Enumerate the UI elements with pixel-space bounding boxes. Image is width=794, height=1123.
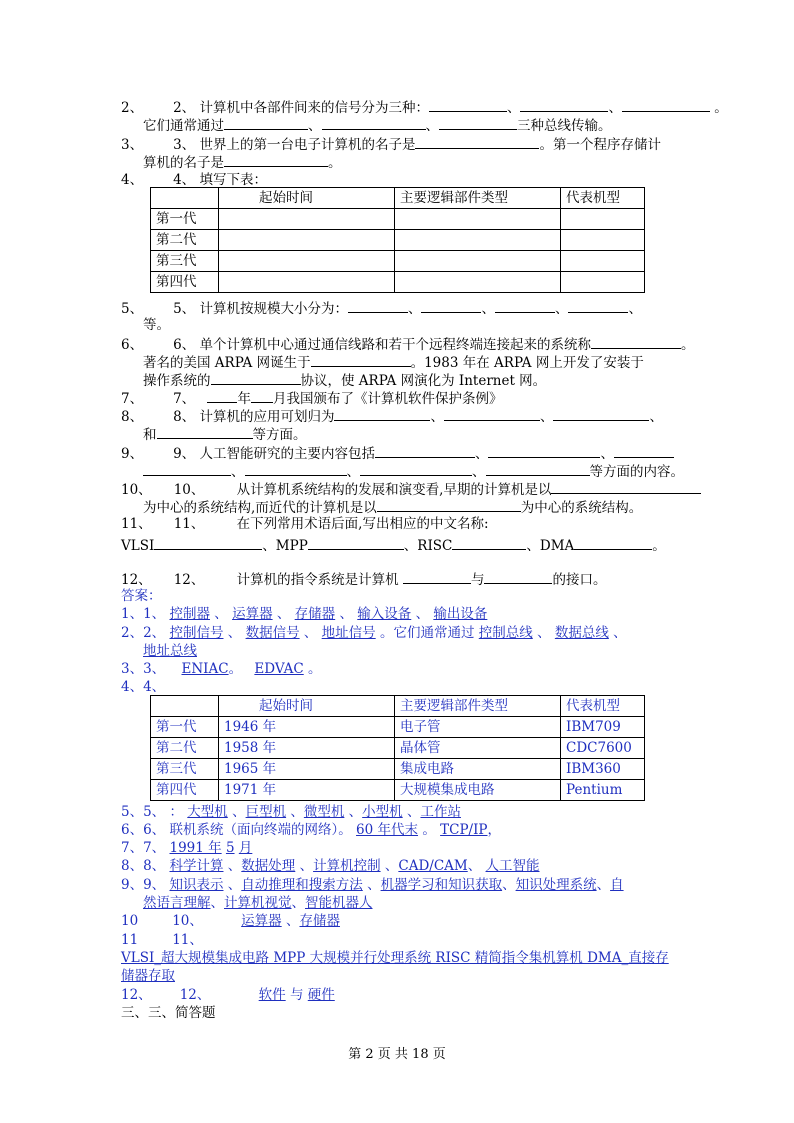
table-row bbox=[151, 738, 645, 759]
blank-field[interactable] bbox=[211, 370, 301, 385]
answer-10 bbox=[121, 912, 340, 930]
blank-field[interactable] bbox=[360, 461, 472, 476]
text: 等方面的内容。 bbox=[589, 464, 684, 480]
sep: ， bbox=[487, 822, 501, 838]
table-cell: 第二代 bbox=[151, 738, 219, 759]
answer-item: 1991 年 bbox=[169, 840, 222, 856]
answer-item: 控制总线 bbox=[478, 625, 533, 641]
answer-item: 存储器 bbox=[299, 913, 340, 929]
q-number: 10、 bbox=[121, 482, 152, 498]
blank-field[interactable] bbox=[311, 352, 411, 367]
q-subnumber: 7、 bbox=[173, 391, 196, 407]
table-cell[interactable] bbox=[395, 251, 561, 272]
text: 操作系统的 bbox=[143, 373, 211, 389]
sep: 、 bbox=[649, 409, 663, 425]
answer-item: 月 bbox=[238, 840, 253, 856]
q-subnumber: 5、 bbox=[173, 301, 196, 317]
answer-item: 地址总线 bbox=[143, 643, 197, 659]
blank-field[interactable] bbox=[444, 406, 540, 421]
answer-item: 输出设备 bbox=[433, 606, 488, 622]
blank-field[interactable] bbox=[245, 461, 347, 476]
answer-item: 计算机控制 bbox=[313, 858, 381, 874]
sep: 、 bbox=[348, 804, 363, 820]
q9-line1 bbox=[121, 443, 674, 463]
answer-item: 自动推理和搜索方法 bbox=[241, 877, 363, 893]
blank-field[interactable] bbox=[574, 535, 652, 550]
text: 、MPP bbox=[262, 538, 308, 554]
text: 计算机的指令系统是计算机 bbox=[236, 572, 399, 588]
q6-line2 bbox=[143, 352, 644, 372]
text: 从计算机系统结构的发展和演变看,早期的计算机是以 bbox=[236, 482, 552, 498]
answer-item: 输入设备 bbox=[357, 606, 412, 622]
q7-line bbox=[121, 388, 502, 408]
sep: 、 bbox=[308, 118, 322, 134]
blank-field[interactable] bbox=[224, 115, 308, 130]
sep: 、 bbox=[231, 464, 245, 480]
sep: 、 bbox=[232, 804, 246, 820]
sep: 、 bbox=[537, 625, 551, 641]
q-subnumber: 12、 bbox=[173, 572, 205, 588]
blank-field[interactable] bbox=[334, 406, 430, 421]
q-number: 7、 bbox=[121, 391, 144, 407]
table-cell: IBM360 bbox=[561, 759, 645, 780]
sep: 、 bbox=[430, 409, 444, 425]
sep: 、 bbox=[608, 100, 622, 116]
q-number: 8、 bbox=[121, 409, 144, 425]
q3-line1 bbox=[121, 134, 661, 154]
answer-item: 运算器 bbox=[241, 913, 282, 929]
answer-table bbox=[150, 695, 645, 801]
text: 联机系统（面向终端的网络）。 bbox=[169, 822, 352, 838]
table-header: 起始时间 bbox=[219, 696, 395, 717]
sep: 、 bbox=[384, 858, 399, 874]
answer-item: 科学计算 bbox=[169, 858, 224, 874]
table-header: 代表机型 bbox=[561, 188, 645, 209]
answer-7 bbox=[121, 839, 252, 857]
answer-11-line1: VLSI_超大规模集成电路 MPP 大规模并行处理系统 RISC 精简指令集机算机 DMA_直接存 bbox=[121, 950, 669, 966]
q-subnumber: 3、 bbox=[173, 137, 196, 153]
answer-item: 数据处理 bbox=[241, 858, 296, 874]
q2-text: 计算机中各部件间来的信号分为三种： bbox=[199, 100, 429, 116]
blank-field[interactable] bbox=[348, 298, 408, 313]
answer-item: 5 bbox=[225, 840, 235, 856]
table-row bbox=[151, 272, 645, 293]
q10-line1 bbox=[121, 479, 701, 499]
q-subnumber: 8、 bbox=[173, 409, 196, 425]
text: 。第一个程序存储计 bbox=[539, 137, 661, 153]
sep: 、 bbox=[291, 895, 305, 911]
table-row bbox=[151, 230, 645, 251]
sep: 、 bbox=[299, 858, 314, 874]
answer-item: TCP/IP bbox=[440, 822, 488, 838]
blank-field[interactable] bbox=[495, 298, 555, 313]
page-footer: 第 2 页 共 18 页 bbox=[348, 1047, 446, 1062]
sep: 、 bbox=[425, 118, 439, 134]
answer-item: EDVAC bbox=[254, 661, 304, 677]
q-subnumber: 2、 bbox=[173, 100, 196, 116]
answer-item: 数据总线 bbox=[554, 625, 609, 641]
text: 协议，使 ARPA 网演化为 Internet 网。 bbox=[300, 373, 547, 389]
sep: 、 bbox=[406, 804, 421, 820]
q6-line1 bbox=[121, 334, 694, 354]
q-number: 9、 bbox=[121, 446, 144, 462]
q-subnumber: 6、 bbox=[173, 337, 196, 353]
answer-item: 运算器 bbox=[232, 606, 273, 622]
q8-line1 bbox=[121, 406, 663, 426]
sep: 、 bbox=[502, 877, 516, 893]
blank-field[interactable] bbox=[415, 134, 539, 149]
answer-item: 控制信号 bbox=[169, 625, 224, 641]
answer-6 bbox=[121, 821, 501, 839]
blank-table bbox=[150, 187, 645, 293]
sep: 。 bbox=[714, 100, 728, 116]
answer-item: 计算机视觉 bbox=[224, 895, 292, 911]
table-row bbox=[151, 759, 645, 780]
q-number: 4、 bbox=[121, 172, 144, 188]
blank-field[interactable] bbox=[403, 569, 471, 584]
a-subnumber: 12、 bbox=[179, 987, 211, 1003]
text: 在下列常用术语后面,写出相应的中文名称: bbox=[236, 516, 489, 532]
table-cell: 第四代 bbox=[151, 272, 219, 293]
answer-item: 存储器 bbox=[294, 606, 336, 622]
answer-item: 智能机器人 bbox=[305, 895, 373, 911]
table-row bbox=[151, 209, 645, 230]
table-row bbox=[151, 780, 645, 801]
sep: 、 bbox=[415, 606, 430, 622]
a-number: 1、1、 bbox=[121, 606, 166, 622]
answer-5 bbox=[121, 803, 461, 821]
table-header bbox=[151, 696, 219, 717]
table-cell[interactable] bbox=[219, 209, 395, 230]
answer-item: 60 年代末 bbox=[356, 822, 419, 838]
text: 计算机按规模大小分为： bbox=[199, 301, 348, 317]
q10-line2 bbox=[143, 497, 642, 517]
table-cell[interactable] bbox=[561, 272, 645, 293]
sep: 、 bbox=[506, 100, 521, 116]
sep: 、 bbox=[600, 446, 614, 462]
text: 等方面。 bbox=[252, 427, 307, 443]
a-subnumber: 10、 bbox=[172, 913, 203, 929]
table-cell: 第三代 bbox=[151, 251, 219, 272]
sep: 、 bbox=[339, 606, 353, 622]
answer-item: 小型机 bbox=[362, 804, 403, 820]
text: 等。 bbox=[143, 317, 170, 333]
blank-field[interactable] bbox=[224, 152, 328, 167]
text: 三种总线传输。 bbox=[517, 118, 612, 134]
text: 填写下表： bbox=[199, 172, 267, 188]
text: 。1983 年在 ARPA 网上开发了安装于 bbox=[410, 355, 644, 371]
a-number: 5、5、 bbox=[121, 804, 166, 820]
q-number: 12、 bbox=[121, 572, 152, 588]
blank-field[interactable] bbox=[484, 569, 552, 584]
sep: 、 bbox=[407, 301, 422, 317]
blank-field[interactable] bbox=[591, 334, 681, 349]
table-cell: 1965 年 bbox=[219, 759, 395, 780]
q3-line2 bbox=[143, 152, 342, 172]
table-cell[interactable] bbox=[395, 209, 561, 230]
answer-item: 工作站 bbox=[420, 804, 461, 820]
table-cell: 1958 年 bbox=[219, 738, 395, 759]
blank-field[interactable] bbox=[439, 115, 517, 130]
table-cell[interactable] bbox=[561, 230, 645, 251]
a-number: 6、6、 bbox=[121, 822, 166, 838]
a-number: 9、9、 bbox=[121, 877, 166, 893]
blank-field[interactable] bbox=[551, 479, 701, 494]
answer-8 bbox=[121, 857, 540, 875]
answer-11-line2: 储器存取 bbox=[121, 968, 175, 984]
blank-field[interactable] bbox=[622, 97, 710, 112]
q2-line2 bbox=[143, 115, 612, 135]
q-number: 5、 bbox=[121, 301, 144, 317]
text: VLSI bbox=[121, 538, 155, 554]
answer-item: 控制器 bbox=[169, 606, 210, 622]
blank-field[interactable] bbox=[488, 443, 600, 458]
text: 和 bbox=[143, 427, 157, 443]
answer-item: 硬件 bbox=[307, 987, 335, 1003]
answer-item: 软件 bbox=[258, 987, 286, 1003]
sep: 。 bbox=[422, 822, 436, 838]
text: 人工智能研究的主要内容包括 bbox=[199, 446, 375, 462]
sep: 、 bbox=[303, 625, 318, 641]
a-number: 4、4、 bbox=[121, 679, 166, 695]
text: 著名的美国 ARPA 网诞生于 bbox=[143, 355, 311, 371]
table-cell: 第三代 bbox=[151, 759, 219, 780]
answer-9 bbox=[121, 876, 624, 894]
table-cell: 大规模集成电路 bbox=[395, 780, 561, 801]
q-subnumber: 9、 bbox=[173, 446, 196, 462]
answer-item: 地址信号 bbox=[321, 625, 376, 641]
a-number: 12、 bbox=[121, 987, 152, 1003]
table-cell: 电子管 bbox=[395, 717, 561, 738]
table-cell[interactable] bbox=[561, 209, 645, 230]
text: 。它们通常通过 bbox=[379, 625, 475, 641]
text: 计算机的应用可划归为 bbox=[199, 409, 335, 425]
table-cell: 第一代 bbox=[151, 717, 219, 738]
blank-field[interactable] bbox=[421, 298, 481, 313]
answers-title: 答案： bbox=[121, 588, 162, 604]
table-cell: 第四代 bbox=[151, 780, 219, 801]
sep: 、 bbox=[285, 913, 300, 929]
text: 为中心的系统结构。 bbox=[520, 500, 643, 516]
blank-field[interactable] bbox=[251, 388, 273, 403]
answer-9-line2 bbox=[143, 894, 373, 912]
sep: 、 bbox=[628, 301, 642, 317]
q5-line2 bbox=[143, 316, 170, 334]
sep: 。 bbox=[308, 661, 322, 677]
blank-field[interactable] bbox=[568, 298, 628, 313]
answer-item: 人工智能 bbox=[485, 858, 540, 874]
table-header: 主要逻辑部件类型 bbox=[395, 188, 561, 209]
text: 月我国颁布了《计算机软件保护条例》 bbox=[272, 391, 503, 407]
text: 年 bbox=[237, 391, 251, 407]
sep: 。 bbox=[228, 661, 243, 677]
a-number: 11 bbox=[121, 932, 139, 948]
answer-11 bbox=[121, 931, 203, 949]
text: 算机的名子是 bbox=[143, 155, 224, 171]
table-header: 起始时间 bbox=[219, 188, 395, 209]
text: 的接口。 bbox=[552, 572, 607, 588]
sep: 、 bbox=[474, 446, 489, 462]
table-cell: CDC7600 bbox=[561, 738, 645, 759]
q-subnumber: 10、 bbox=[173, 482, 205, 498]
table-cell[interactable] bbox=[219, 251, 395, 272]
table-cell[interactable] bbox=[561, 251, 645, 272]
answer-3 bbox=[121, 660, 322, 678]
blank-field[interactable] bbox=[377, 497, 521, 512]
text: 单个计算机中心通过通信线路和若干个远程终端连接起来的系统称 bbox=[199, 337, 591, 353]
text: 、DMA bbox=[526, 538, 575, 554]
table-cell: 集成电路 bbox=[395, 759, 561, 780]
text: 。 bbox=[328, 155, 342, 171]
table-cell: 第一代 bbox=[151, 209, 219, 230]
blank-field[interactable] bbox=[553, 406, 649, 421]
text: 。 bbox=[652, 538, 666, 554]
answer-item: 知识处理系统 bbox=[515, 877, 597, 893]
answer-4 bbox=[121, 678, 165, 696]
sep: 、 bbox=[481, 301, 495, 317]
sep: 、 bbox=[596, 877, 611, 893]
a-number: 3、3、 bbox=[121, 661, 166, 677]
text: 。 bbox=[680, 337, 695, 353]
answer-item: 大型机 bbox=[187, 804, 228, 820]
text: 、RISC bbox=[403, 538, 453, 554]
blank-field[interactable] bbox=[308, 535, 404, 550]
sep: 、 bbox=[346, 464, 360, 480]
a-number: 8、8、 bbox=[121, 858, 166, 874]
sep: 、 bbox=[227, 625, 242, 641]
sep: 、 bbox=[210, 895, 224, 911]
text: 与 bbox=[470, 572, 485, 588]
answer-item: 知识表示 bbox=[169, 877, 224, 893]
q-number: 6、 bbox=[121, 337, 144, 353]
answer-item: 然语言理解 bbox=[143, 895, 211, 911]
q-subnumber: 4、 bbox=[173, 172, 196, 188]
answer-item: 机器学习和知识获取 bbox=[380, 877, 503, 893]
a-number: 2、2、 bbox=[121, 625, 166, 641]
sep: 、 bbox=[276, 606, 291, 622]
table-cell: 1946 年 bbox=[219, 717, 395, 738]
table-cell: IBM709 bbox=[561, 717, 645, 738]
table-cell: 晶体管 bbox=[395, 738, 561, 759]
q5-line1 bbox=[121, 298, 642, 318]
sep: 、 bbox=[227, 858, 242, 874]
q11-line2 bbox=[121, 535, 666, 555]
sep: 、 bbox=[472, 464, 486, 480]
q-subnumber: 11、 bbox=[173, 516, 205, 532]
sep: 、 bbox=[539, 409, 554, 425]
sep: 、 bbox=[467, 858, 482, 874]
table-header bbox=[151, 188, 219, 209]
answer-item: 自 bbox=[610, 877, 624, 893]
answer-item: 巨型机 bbox=[245, 804, 287, 820]
table-cell: 第二代 bbox=[151, 230, 219, 251]
blank-field[interactable] bbox=[157, 424, 253, 439]
blank-field[interactable] bbox=[429, 97, 507, 112]
a-number: 10 bbox=[121, 913, 139, 929]
answer-12 bbox=[121, 986, 335, 1004]
blank-field[interactable] bbox=[486, 461, 590, 476]
blank-field[interactable] bbox=[322, 115, 426, 130]
answer-item: 微型机 bbox=[303, 804, 345, 820]
answer-item: 数据信号 bbox=[245, 625, 300, 641]
table-header-row bbox=[151, 188, 645, 209]
blank-field[interactable] bbox=[452, 535, 526, 550]
blank-field[interactable] bbox=[520, 97, 608, 112]
table-row bbox=[151, 717, 645, 738]
table-cell: Pentium bbox=[561, 780, 645, 801]
sep: 、 bbox=[290, 804, 304, 820]
text: 为中心的系统结构,而近代的计算机是以 bbox=[143, 500, 377, 516]
a-subnumber: 11、 bbox=[172, 932, 203, 948]
blank-field[interactable] bbox=[614, 443, 674, 458]
q-number: 2、 bbox=[121, 100, 144, 116]
text: 与 bbox=[289, 987, 304, 1003]
blank-field[interactable] bbox=[207, 388, 237, 403]
blank-field[interactable] bbox=[154, 535, 262, 550]
q2-line1 bbox=[121, 97, 728, 117]
q12-line bbox=[121, 569, 606, 589]
sep: 、 bbox=[214, 606, 228, 622]
section-heading: 三、三、简答题 bbox=[121, 1005, 216, 1021]
sep: 、 bbox=[227, 877, 242, 893]
answer-2-line2 bbox=[143, 642, 197, 660]
q-number: 3、 bbox=[121, 137, 144, 153]
blank-field[interactable] bbox=[375, 443, 475, 458]
sep: 、 bbox=[613, 625, 627, 641]
table-cell[interactable] bbox=[219, 272, 395, 293]
table-header: 代表机型 bbox=[561, 696, 645, 717]
table-row bbox=[151, 251, 645, 272]
q-number: 11、 bbox=[121, 516, 152, 532]
answer-1 bbox=[121, 605, 487, 623]
text: 世界上的第一台电子计算机的名子是 bbox=[199, 137, 416, 153]
table-cell: 1971 年 bbox=[219, 780, 395, 801]
table-cell[interactable] bbox=[395, 230, 561, 251]
answer-item: CAD/CAM bbox=[398, 858, 468, 874]
answer-2 bbox=[121, 624, 627, 642]
sep: 、 bbox=[367, 877, 381, 893]
q8-line2 bbox=[143, 424, 307, 444]
table-header-row bbox=[151, 696, 645, 717]
sep: 、 bbox=[554, 301, 569, 317]
table-cell[interactable] bbox=[395, 272, 561, 293]
table-header: 主要逻辑部件类型 bbox=[395, 696, 561, 717]
answer-item: ENIAC bbox=[181, 661, 229, 677]
blank-field[interactable] bbox=[143, 461, 231, 476]
q11-line1 bbox=[121, 515, 489, 533]
text: 它们通常通过 bbox=[143, 118, 224, 134]
q6-line3 bbox=[143, 370, 546, 390]
a-number: 7、7、 bbox=[121, 840, 166, 856]
q9-line2 bbox=[143, 461, 684, 481]
table-cell[interactable] bbox=[219, 230, 395, 251]
sep: ： bbox=[169, 804, 183, 820]
